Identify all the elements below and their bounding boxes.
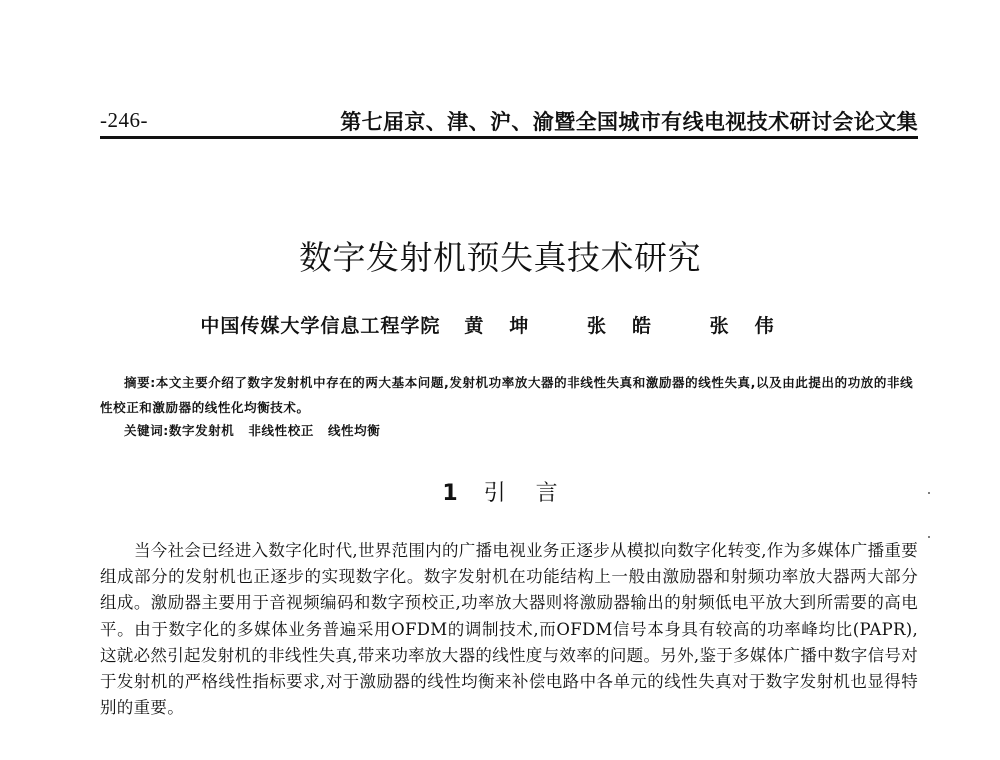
keyword-item: 数字发射机 xyxy=(168,423,235,438)
header-rule xyxy=(100,136,918,139)
scan-speck xyxy=(928,536,930,538)
keywords-label: 关键词: xyxy=(124,423,169,438)
body-paragraph: 当今社会已经进入数字化时代,世界范围内的广播电视业务正逐步从模拟向数字化转变,作为多媒体广播重要组成部分的发射机也正逐步的实现数字化。数字发射机在功能结构上一般由激励器和射频功率放大器两大部分组成。激励器主要用于音视频编码和数字预校正,功率放大器则将激励器输出的射频低电平放大到所需要的高电平。由于数字化的多媒体业务普遍采用OFDM的调制技术,而OFDM信号本身具有较高的功率峰均比(PAPR),这就必然引起发射机的非线性失真,带来功率放大器的线性度与效率的问题。另外,鉴于多媒体广播中数字信号对于发射机的严格线性指标要求,对于激励器的线性均衡来补偿电路中各单元的线性失真对于数字发射机也显得特别的重要。 xyxy=(100,541,918,718)
section-heading xyxy=(0,476,1000,507)
keyword-item: 非线性校正 xyxy=(248,423,314,438)
keyword-item: 线性均衡 xyxy=(327,423,381,438)
author-names: 黄坤 张皓 张伟 xyxy=(464,315,800,337)
section-number: 1 xyxy=(442,481,458,506)
affiliation: 中国传媒大学信息工程学院 xyxy=(200,315,441,337)
keywords xyxy=(124,421,918,439)
scan-speck xyxy=(928,492,930,494)
section-title: 引言 xyxy=(483,481,588,506)
abstract: 摘要:本文主要介绍了数字发射机中存在的两大基本问题,发射机功率放大器的非线性失真和激励器的线性失真,以及由此提出的功放的非线性校正和激励器的线性化均衡技术。 xyxy=(100,375,914,415)
author-line xyxy=(0,311,1000,338)
journal-title: 第七届京、津、沪、渝暨全国城市有线电视技术研讨会论文集 xyxy=(340,110,918,134)
paper-title: 数字发射机预失真技术研究 xyxy=(299,238,701,277)
page-number: -246- xyxy=(100,108,148,132)
page-header xyxy=(100,102,918,132)
